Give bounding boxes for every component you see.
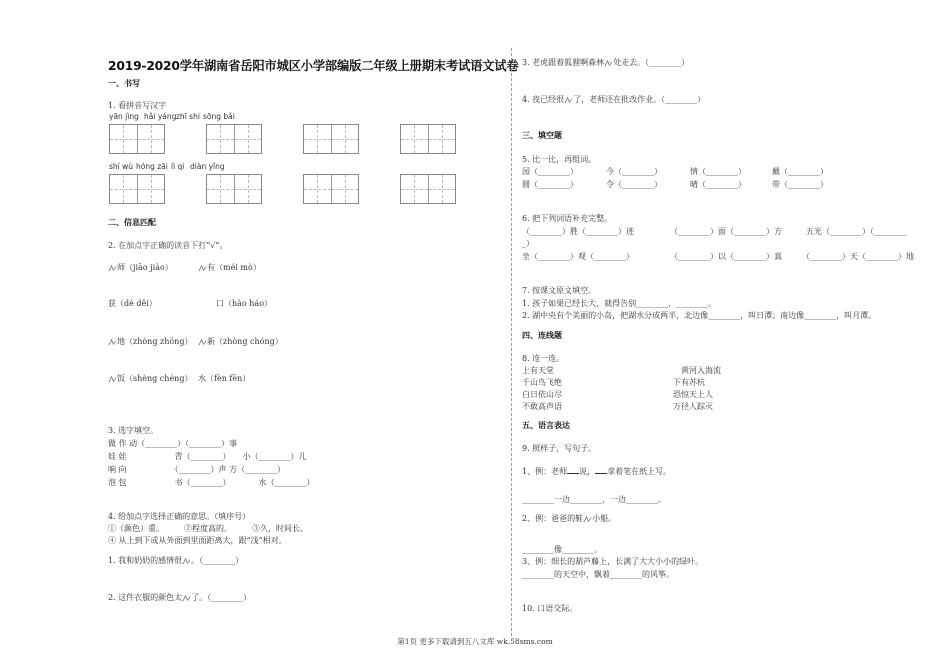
q3-line: 做 作 动（________）（________）事 — [108, 439, 238, 448]
handwritten-char-icon — [108, 264, 117, 273]
q5-cell: 令（________） — [606, 180, 662, 189]
writing-grid[interactable] — [400, 174, 456, 204]
q4-option: ①（颜色）重。 ②程度高的。 ③久，时间长。 — [108, 524, 308, 533]
writing-grid[interactable] — [206, 124, 262, 154]
q5-cell: 带（________） — [772, 180, 828, 189]
q4-option: ④ 从上到下或从外面到里面距离大，跟“浅”相对。 — [108, 536, 287, 545]
q2-item: 有（méi mò） — [198, 263, 261, 273]
handwritten-char-icon — [108, 338, 117, 347]
q4-sub-4: 4. 夜已经很 了，老师还在批改作业。（________） — [522, 95, 706, 104]
writing-grid[interactable] — [400, 124, 456, 154]
q9-example-1: 1、例：老师 说， 拿着笔在纸上写。 — [522, 467, 672, 476]
column-divider — [511, 48, 512, 636]
pinyin-label: zhī shi — [176, 112, 200, 121]
handwritten-char-icon — [564, 96, 573, 105]
q2-item: 口（hào háo） — [216, 299, 273, 308]
handwritten-char-icon — [604, 59, 613, 68]
section-5-heading: 五、语言表达 — [522, 421, 570, 430]
q4-sub-1: 1. 我和奶奶的感情很 。（________） — [108, 556, 244, 565]
match-right-item[interactable]: 恐惊天上人 — [673, 390, 713, 399]
q9-answer-1[interactable]: ________一边________，一边________。 — [522, 495, 666, 504]
q2-item: 获（dé děi） — [108, 299, 157, 308]
match-left-item[interactable]: 不敢高声语 — [522, 402, 562, 411]
pinyin-label: sōng bǎi — [203, 112, 235, 121]
q9-example-2: 2、例：爸爸的鞋 小船。 — [522, 514, 617, 523]
question-1: 1. 看拼音写汉字 — [108, 101, 167, 110]
handwritten-char-icon — [198, 338, 207, 347]
question-2: 2. 在加点字正确的读音下打“√”。 — [108, 241, 228, 250]
question-4: 4. 给加点字选择正确的意思。（填序号） — [108, 512, 251, 521]
q6-cell: 五光（________）（________ — [806, 227, 906, 236]
q6-cell: 坐（________）观（________） — [522, 252, 634, 261]
q5-cell: 戴（________） — [772, 167, 828, 176]
q7-line: 1. 孩子如果已经长大，就得告别________，________。 — [522, 299, 717, 308]
handwritten-char-icon — [198, 264, 207, 273]
q5-cell: 今（________） — [606, 167, 662, 176]
section-2-heading: 二、信息匹配 — [108, 218, 156, 227]
writing-grid[interactable] — [303, 124, 359, 154]
q9-answer-3[interactable]: ________的天空中，飘着________的风筝。 — [522, 570, 674, 579]
q6-cell: （________）以（________）真 — [670, 252, 782, 261]
section-3-heading: 三、填空题 — [522, 131, 562, 140]
handwritten-char-icon — [182, 557, 191, 566]
q9-example-3: 3、例：细长的葫芦藤上，长满了大大小小的绿叶。 — [522, 557, 704, 566]
q2-item: 饭（shèng chéng） — [108, 374, 192, 384]
question-10: 10. 口语交际。 — [522, 604, 578, 613]
q9-answer-2[interactable]: ________像________。 — [522, 545, 602, 554]
q5-cell: 园（________） — [522, 167, 578, 176]
question-6: 6. 把下列词语补充完整。 — [522, 214, 613, 223]
q6-cell: （________）天（________）地 — [802, 252, 914, 261]
question-3: 3. 选字填空。 — [108, 426, 159, 435]
q3-line: 泡 包 书（________） 水（________） — [108, 478, 315, 487]
q2-item: 师（jiāo jiào） — [108, 263, 173, 273]
q7-line: 2. 湖中央有个美丽的小岛，把湖水分成两半，北边像________，叫日潭；南边像________，叫月潭。 — [522, 311, 877, 320]
match-left-item[interactable]: 白日依山尽 — [522, 390, 562, 399]
match-right-item[interactable]: 黄河入海流 — [681, 366, 721, 375]
q6-cell: （________）胜（________）迹 — [522, 227, 634, 236]
section-4-heading: 四、连线题 — [522, 331, 562, 340]
q4-sub-2: 2. 这件衣服的颜色太 了。（________） — [108, 593, 252, 602]
q3-line: 响 向 （________）声 方（________） — [108, 465, 286, 474]
section-1-heading: 一、书写 — [108, 79, 140, 88]
q2-item: 地（zhòng zhōng） — [108, 337, 192, 347]
pinyin-label: shí wù — [109, 162, 134, 171]
q4-sub-3: 3. 老虎跟着狐狸啊森林 处走去。（________） — [522, 58, 690, 67]
handwritten-char-icon — [583, 515, 592, 524]
pinyin-label: lì qi — [171, 162, 185, 171]
handwritten-char-icon — [182, 594, 191, 603]
q5-cell: 情（________） — [690, 167, 746, 176]
writing-grid[interactable] — [109, 174, 165, 204]
writing-grid[interactable] — [303, 174, 359, 204]
writing-grid[interactable] — [206, 174, 262, 204]
q2-item: 新（zhòng chóng） — [198, 337, 283, 347]
pinyin-label: diàn yǐng — [190, 162, 225, 171]
question-7: 7. 按课文原文填空。 — [522, 286, 597, 295]
pinyin-label: hǎi yáng — [144, 112, 177, 121]
q5-cell: 晴（________） — [690, 180, 746, 189]
q6-cell: （________）面（________）方 — [670, 227, 782, 236]
question-8: 8. 连一连。 — [522, 354, 565, 363]
match-left-item[interactable]: 上有天堂 — [522, 366, 554, 375]
q5-cell: 圆（________） — [522, 180, 578, 189]
q3-line: 娃 娃 青（________） 小（________）儿 — [108, 452, 307, 461]
match-left-item[interactable]: 千山鸟飞绝 — [522, 378, 562, 387]
handwritten-char-icon — [108, 375, 117, 384]
page-title: 2019-2020学年湖南省岳阳市城区小学部编版二年级上册期末考试语文试卷 — [108, 59, 519, 73]
question-5: 5. 比一比，再组词。 — [522, 155, 597, 164]
match-right-item[interactable]: 下有苏杭 — [673, 378, 705, 387]
match-right-item[interactable]: 万径人踪灭 — [673, 402, 713, 411]
pinyin-label: hóng zāi — [136, 162, 168, 171]
page-footer: 第1页 更多下载请到五八文库 wk.58sms.com — [397, 637, 553, 646]
q6-cell: _） — [522, 239, 534, 248]
pinyin-label: yān jìng — [109, 112, 139, 121]
q2-item: 水（fèn fēn） — [198, 374, 251, 383]
writing-grid[interactable] — [109, 124, 165, 154]
question-9: 9. 照样子，写句子。 — [522, 444, 597, 453]
